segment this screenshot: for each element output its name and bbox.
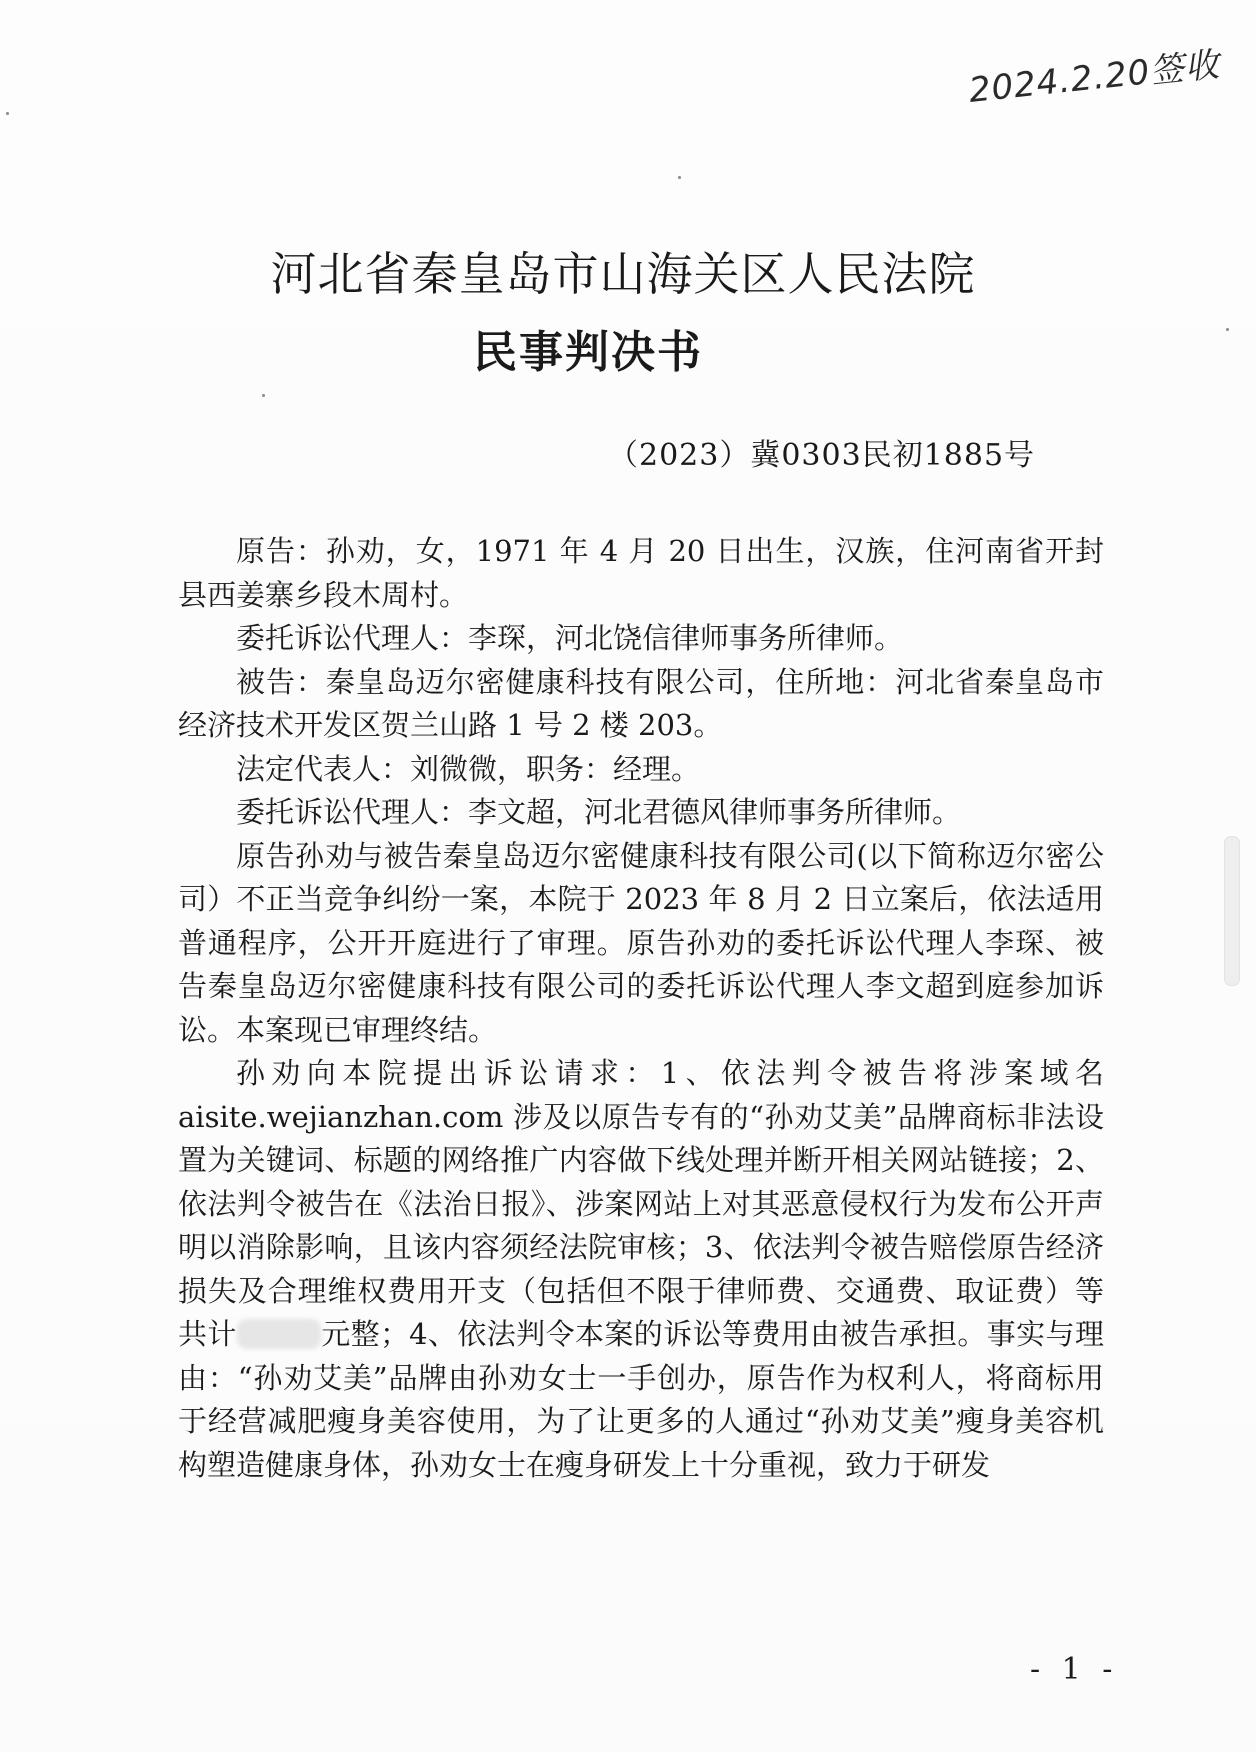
claims-text-part-2: 元整；4、依法判令本案的诉讼等费用由被告承担。事实与理由：“孙劝艾美”品牌由孙劝女士一手创办，原告作为权利人，将商标用于经营减肥瘦身美容使用，为了让更多的人通过“孙劝艾美”瘦身美容机构塑造健康身体，孙劝女士在瘦身研发上十分重视，致力于研发 xyxy=(178,1317,1104,1482)
claims-text-part-1: 孙劝向本院提出诉讼请求：1、依法判令被告将涉案域名 aisite.wejianzhan.com 涉及以原告专有的“孙劝艾美”品牌商标非法设置为关键词、标题的网络推广内容做下线处理并断开相关网站链接；2、依法判令被告在《法治日报》、涉案网站上对其恶意侵权行为发布公开声明以消除影响，且该内容须经法院审核；3、依法判令被告赔偿原告经济损失及合理维权费用开支（包括但不限于律师费、交通费、取证费）等共计 xyxy=(178,1056,1104,1351)
document-type-title: 民事判决书 xyxy=(473,327,703,378)
scan-speck xyxy=(262,394,265,397)
scan-speck xyxy=(6,112,9,115)
defendant-paragraph: 被告：秦皇岛迈尔密健康科技有限公司，住所地：河北省秦皇岛市经济技术开发区贺兰山路 1 号 2 楼 203。 xyxy=(178,664,1104,742)
claims-paragraph xyxy=(178,1052,1104,1487)
plaintiff-paragraph: 原告：孙劝，女，1971 年 4 月 20 日出生，汉族，住河南省开封县西姜寨乡段木周村。 xyxy=(178,534,1104,612)
handwritten-receipt-note: 2024.2.20签收 xyxy=(966,44,1222,111)
page-number: - 1 - xyxy=(1030,1652,1119,1687)
defendant-agent-paragraph: 委托诉讼代理人：李文超，河北君德风律师事务所律师。 xyxy=(236,795,962,829)
scrollbar-thumb[interactable] xyxy=(1224,836,1240,986)
case-procedure-paragraph: 原告孙劝与被告秦皇岛迈尔密健康科技有限公司(以下简称迈尔密公司）不正当竞争纠纷一案，本院于 2023 年 8 月 2 日立案后，依法适用普通程序，公开开庭进行了审理。原告孙劝的委托诉讼代理人李琛、被告秦皇岛迈尔密健康科技有限公司的委托诉讼代理人李文超到庭参加诉讼。本案现已审理终结。 xyxy=(178,838,1104,1047)
legal-representative-paragraph: 法定代表人：刘微微，职务：经理。 xyxy=(236,751,701,786)
court-name: 河北省秦皇岛市山海关区人民法院 xyxy=(270,247,976,301)
redacted-amount xyxy=(237,1319,321,1349)
scan-speck xyxy=(678,176,681,179)
case-number: （2023）冀0303民初1885号 xyxy=(608,438,1036,473)
plaintiff-agent-paragraph: 委托诉讼代理人：李琛，河北饶信律师事务所律师。 xyxy=(236,621,904,655)
scan-speck xyxy=(1226,328,1229,331)
document-header xyxy=(0,238,1256,380)
judgment-body xyxy=(178,530,1104,1487)
